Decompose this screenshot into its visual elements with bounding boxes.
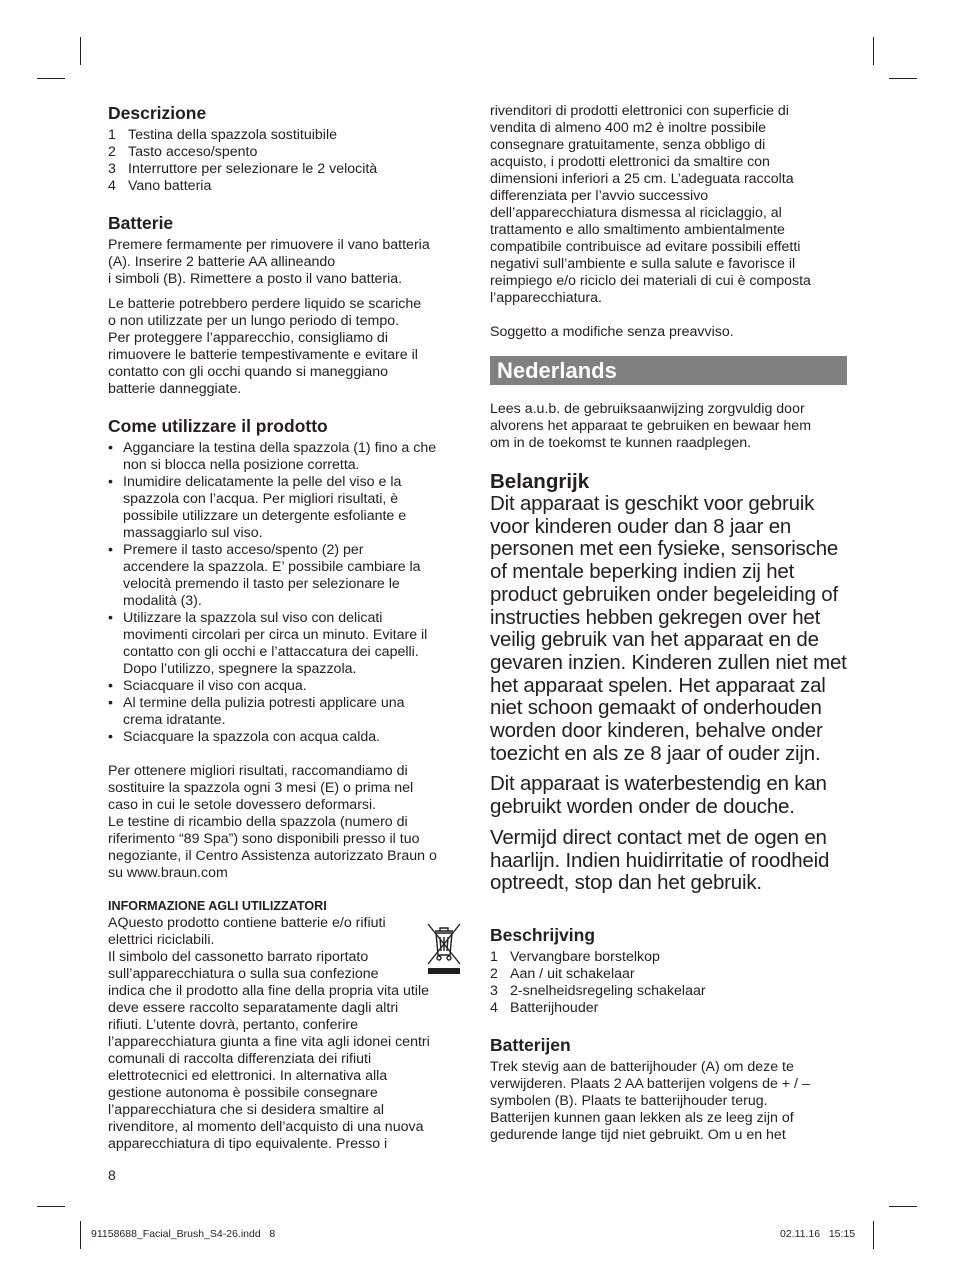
item-text: Testina della spazzola sostituibile [128,127,337,143]
item-number: 1 [490,948,498,965]
batterie-paragraph-1: Premere fermamente per rimuovere il vano batteria (A). Inserire 2 batterie AA allineando i simboli (B). Rimettere a posto il vano batteria. [108,237,430,287]
crop-mark [80,1221,81,1249]
list-item: • Premere il tasto acceso/spento (2) per accendere la spazzola. E’ possibile cambiare la velocità premendo il tasto per selezionare le modalità (3). [108,542,421,609]
belangrijk-paragraph-1: Dit apparaat is geschikt voor gebruik voor kinderen ouder dan 8 jaar en personen met een fysieke, sensorische of mentale beperking indien zij het product gebruiken onder begeleiding of instructies hebben gekregen over het veilig gebruik van het apparaat en de gevaren inzien. Kinderen zullen niet met het apparaat spelen. Het apparaat zal niet schoon gemaakt of onderhouden worden door kinderen, behalve onder toezicht en als ze 8 jaar of ouder zijn. [490,492,847,765]
crop-mark [889,78,917,79]
info-text: indica che il prodotto alla fine della propria vita utile deve essere raccolto separatamente dagli altri rifiuti. L’utente dovrà, pertanto, conferire l’apparecchiatura giunta a fine vita agli idonei centri comunali di raccolta differenziata dei rifiuti elettrotecnici ed elettronici. In alternativa alla gestione autonoma è possibile consegnare l’apparecchiatura che si desidera smaltire al rivenditore, al momento dell’acquisto di una nuova apparecchiatura di tipo equivalente. Presso i [108,983,430,1152]
item-text: Vervangbare borstelkop [510,948,660,965]
list-item: • Sciacquare il viso con acqua. [108,678,307,694]
crop-mark [37,78,65,79]
item-text: Vano batteria [128,178,212,194]
item-number: 2 [490,965,498,982]
crop-mark [37,1206,65,1207]
list-item [108,178,466,195]
list-item: • Sciacquare la spazzola con acqua calda. [108,729,381,745]
list-item: • Inumidire delicatamente la pelle del viso e la spazzola con l’acqua. Per migliori risultati, è possibile utilizzare un detergente esfoliante e massaggiarlo sul viso. [108,474,407,541]
item-text: Aan / uit schakelaar [510,965,635,982]
list-item [108,144,466,161]
belangrijk-heading: Belangrijk [490,470,590,493]
bullet-text: Sciacquare il viso con acqua. [123,678,307,694]
bullet-text: Sciacquare la spazzola con acqua calda. [123,729,381,745]
belangrijk-paragraph-2: Dit apparaat is waterbestendig en kan gebruikt worden onder de douche. [490,772,827,819]
list-item [490,966,847,983]
info-heading: INFORMAZIONE AGLI UTILIZZATORI [108,899,327,913]
list-item [490,949,847,966]
bullet-text: Utilizzare la spazzola sul viso con delicati movimenti circolari per circa un minuto. Evitare il contatto con gli occhi e l’attaccatura dei capelli. Dopo l’utilizzo, spegnere la spazzola. [123,610,428,677]
list-item [108,161,466,178]
crop-mark [889,1206,917,1207]
item-number: 4 [490,999,498,1016]
item-text: 2-snelheidsregeling schakelaar [510,982,706,999]
batterijen-paragraph: Trek stevig aan de batterijhouder (A) om deze te verwijderen. Plaats 2 AA batterijen volgens de + / – symbolen (B). Plaats te batterijhouder terug. Batterijen kunnen gaan lekken als ze leeg zijn of gedurende lange tijd niet gebruikt. Om u en het [490,1058,810,1143]
bullet-text: Al termine della pulizia potresti applicare una crema idratante. [123,695,405,728]
crop-mark [873,37,874,65]
list-item [490,1000,847,1017]
footer-file-name: 91158688_Facial_Brush_S4-26.indd 8 [91,1228,276,1240]
intro-paragraph: Lees a.u.b. de gebruiksaanwijzing zorgvuldig door alvorens het apparaat te gebruiken en bewaar hem om in de toekomst te kunnen raadplegen. [490,401,812,451]
item-text: Tasto acceso/spento [128,144,258,160]
descrizione-list [108,127,466,195]
language-banner: Nederlands [490,356,847,385]
beschrijving-list [490,949,847,1017]
list-item: • Al termine della pulizia potresti applicare una crema idratante. [108,695,405,728]
item-number: 4 [108,178,116,194]
list-item [108,127,466,144]
left-column [108,103,466,1153]
beschrijving-heading: Beschrijving [490,924,596,945]
item-number: 3 [108,161,116,177]
batterijen-heading: Batterijen [490,1034,571,1055]
right-column [490,103,847,1144]
crop-mark [873,1221,874,1249]
ricambio-paragraph: Per ottenere migliori risultati, raccomandiamo di sostituire la spazzola ogni 3 mesi (E) o prima nel caso in cui le setole dovessero deformarsi. Le testine di ricambio della spazzola (numero di riferimento “89 Spa”) sono disponibili presso il tuo negoziante, il Centro Assistenza autorizzato Braun o su www.braun.com [108,763,437,881]
batterie-paragraph-2: Le batterie potrebbero perdere liquido se scariche o non utilizzate per un lungo periodo di tempo. Per proteggere l’apparecchio, consigliamo di rimuovere le batterie tempestivamente e evitare il contatto con gli occhi quando si maneggiano batterie danneggiate. [108,296,422,397]
crossed-out-wheelie-bin-icon [425,921,463,977]
descrizione-heading: Descrizione [108,103,207,123]
footer-datetime: 02.11.16 15:15 [780,1228,856,1240]
uso-heading: Come utilizzare il prodotto [108,416,328,436]
item-text: Interruttore per selezionare le 2 velocità [128,161,378,177]
list-item: • Utilizzare la spazzola sul viso con delicati movimenti circolari per circa un minuto. Evitare il contatto con gli occhi e l’attaccatura dei capelli. Dopo l’utilizzo, spegnere la spazzola. [108,610,428,677]
bullet-text: Premere il tasto acceso/spento (2) per accendere la spazzola. E’ possibile cambiare la velocità premendo il tasto per selezionare le modalità (3). [123,542,421,609]
notice-text: Soggetto a modifiche senza preavviso. [490,324,734,340]
uso-bullet-list [108,440,466,746]
belangrijk-paragraph-3: Vermijd direct contact met de ogen en haarlijn. Indien huidirritatie of roodheid optreedt, stop dan het gebruik. [490,825,830,895]
list-item [490,983,847,1000]
crop-mark [80,37,81,65]
list-item: • Agganciare la testina della spazzola (1) fino a che non si blocca nella posizione corretta. [108,440,437,473]
info-text-top: AQuesto prodotto contiene batterie e/o rifiuti elettrici riciclabili. Il simbolo del cassonetto barrato riportato sull’apparecchiatura o sulla sua confezione [108,915,386,982]
bullet-text: Agganciare la testina della spazzola (1) fino a che non si blocca nella posizione corretta. [123,440,437,473]
item-number: 2 [108,144,116,160]
page-number: 8 [108,1167,116,1183]
item-number: 1 [108,127,116,143]
batterie-heading: Batterie [108,213,174,233]
continued-paragraph: rivenditori di prodotti elettronici con superficie di vendita di almeno 400 m2 è inoltre possibile consegnare gratuitamente, senza obbligo di acquisto, i prodotti elettronici da smaltire con dimensioni inferiori a 25 cm. L’adeguata raccolta differenziata per l’avvio successivo dell’apparecchiatura dismessa al riciclaggio, al trattamento e allo smaltimento ambientalmente compatibile contribuisce ad evitare possibili effetti negativi sull’ambiente e sulla salute e favorisce il reimpiego e/o riciclo dei materiali di cui è composta l’apparecchiatura. [490,103,811,306]
item-number: 3 [490,982,498,999]
bullet-text: Inumidire delicatamente la pelle del viso e la spazzola con l’acqua. Per migliori risultati, è possibile utilizzare un detergente esfoliante e massaggiarlo sul viso. [123,474,407,541]
item-text: Batterijhouder [510,999,599,1016]
